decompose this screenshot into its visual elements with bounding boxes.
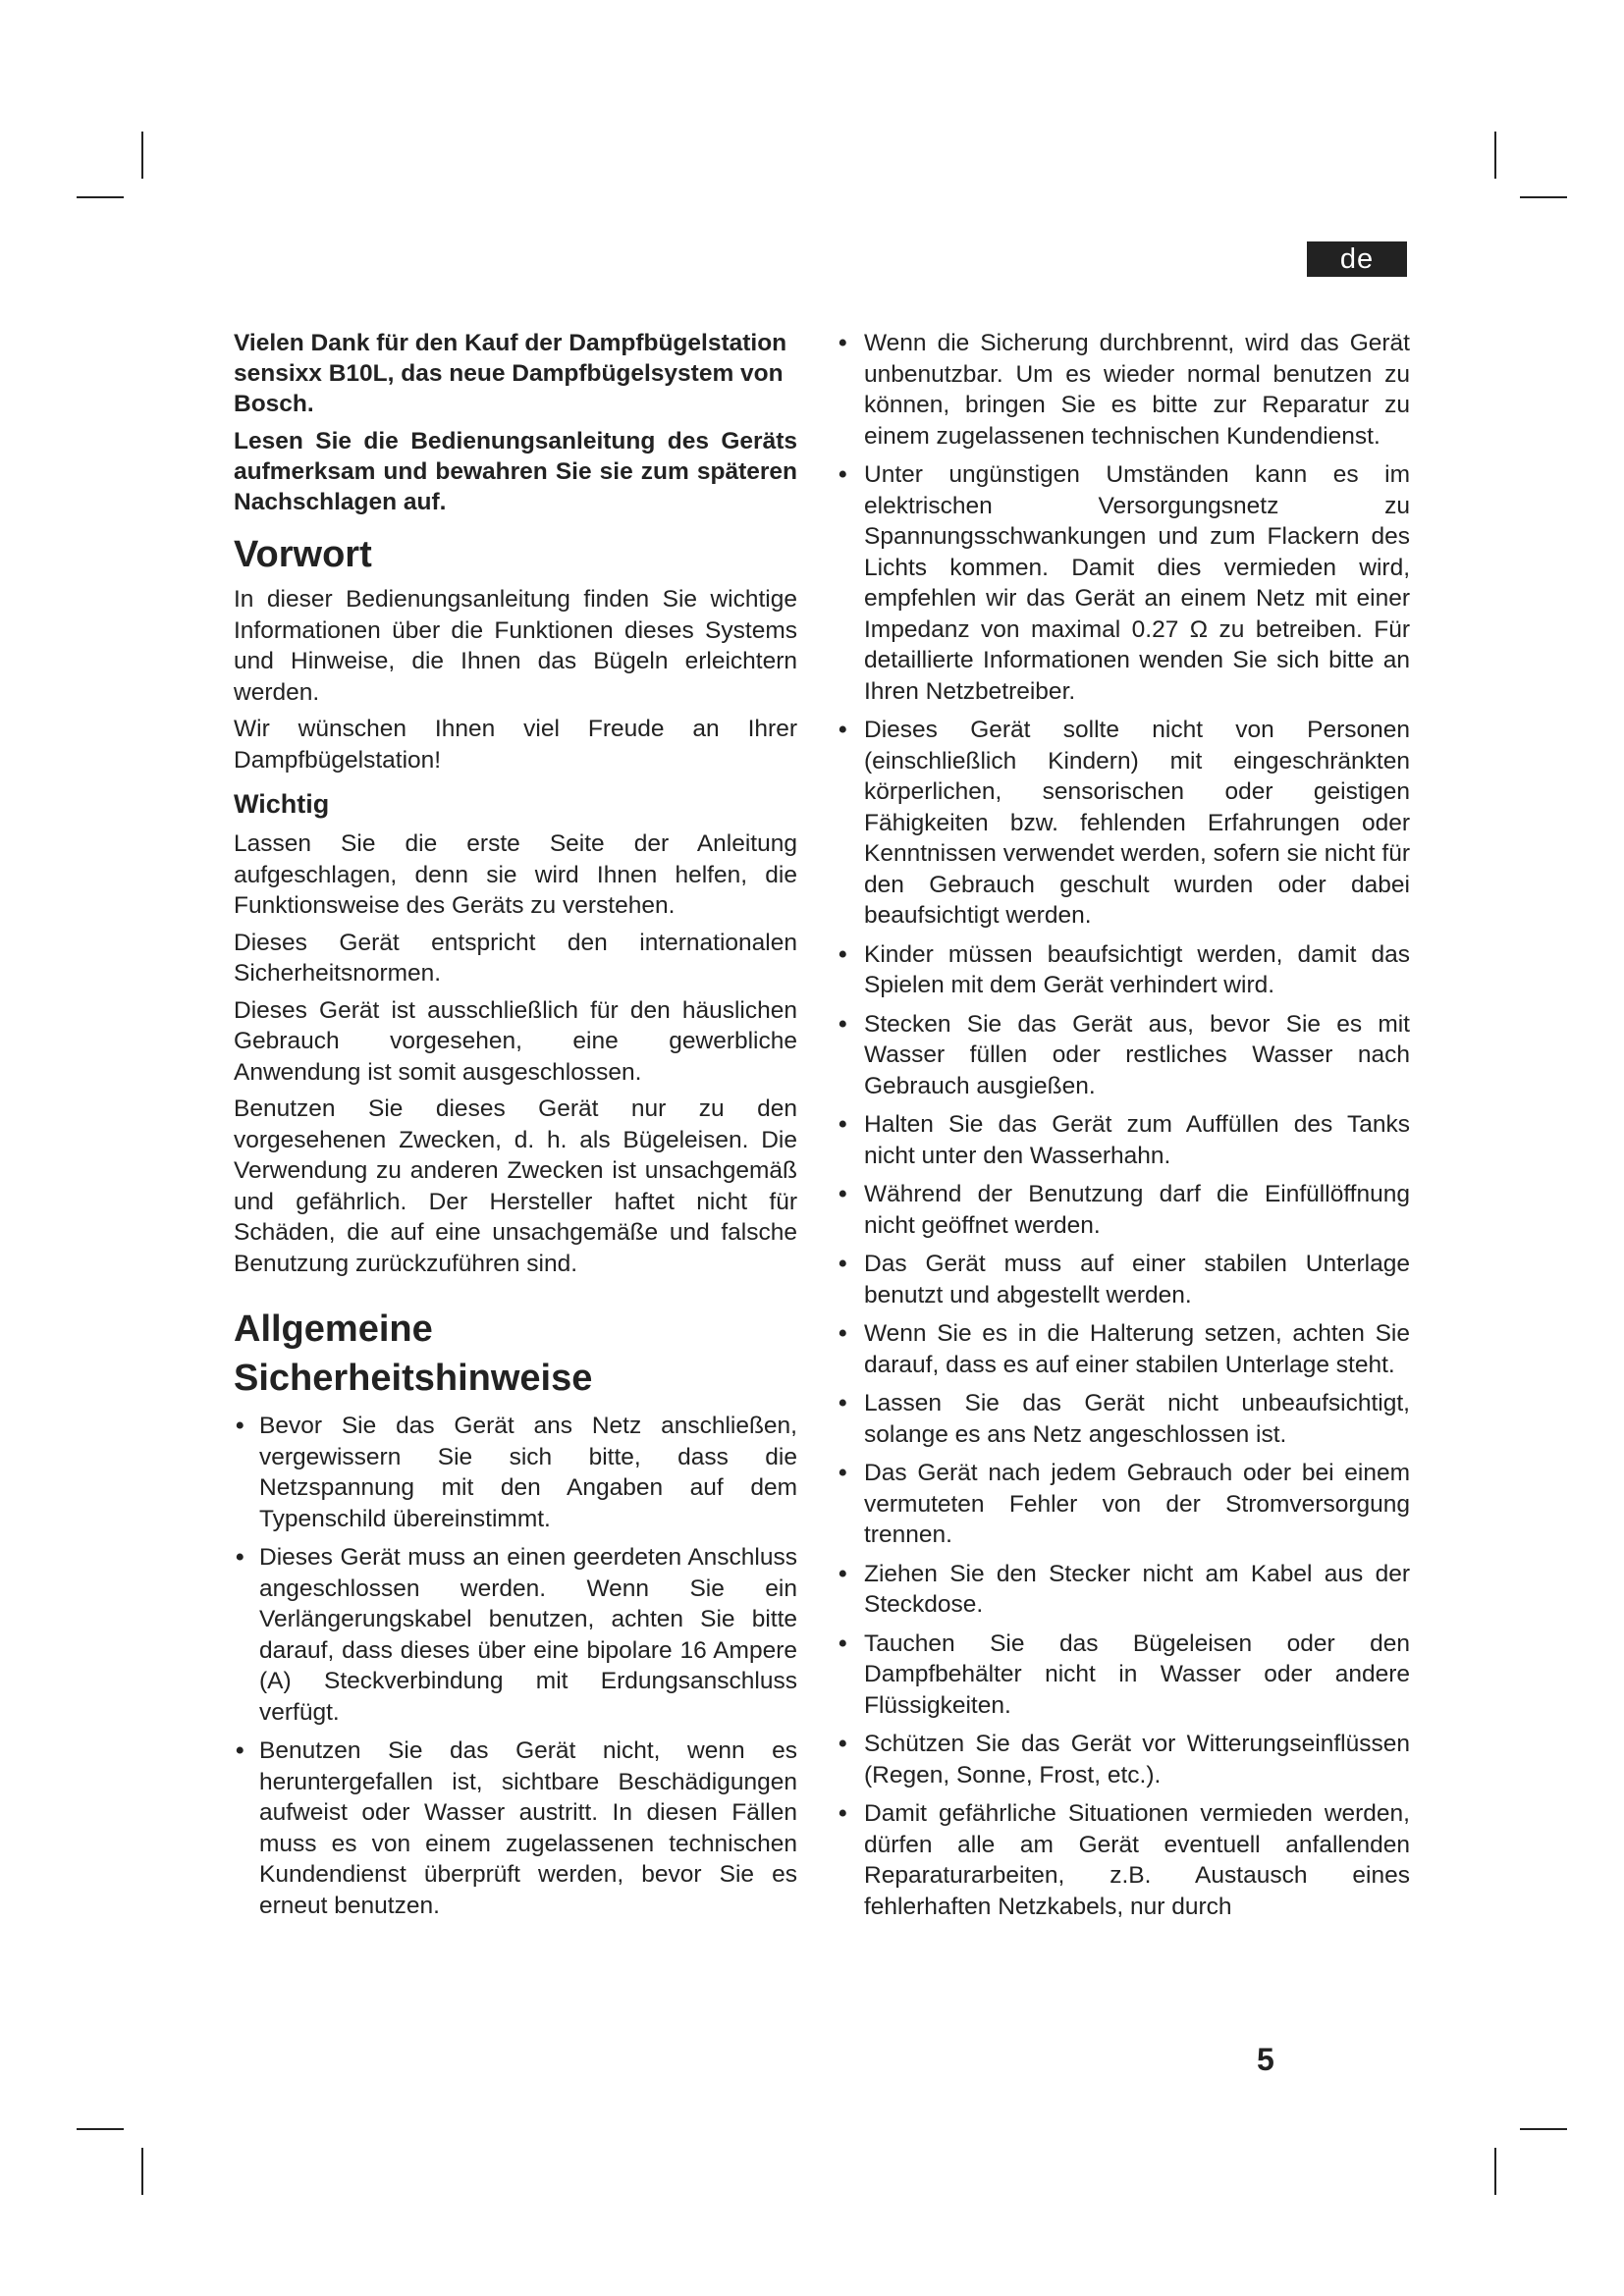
heading-wichtig: Wichtig bbox=[234, 789, 330, 819]
list-item: • Kinder müssen beaufsichtigt werden, damit das Spielen mit dem Gerät verhindert wird. bbox=[837, 939, 1410, 1001]
intro-thanks: Vielen Dank für den Kauf der Dampfbügelstation sensixx B10L, das neue Dampfbügelsystem von Bosch. bbox=[234, 330, 787, 417]
intro-read-manual: Lesen Sie die Bedienungsanleitung des Geräts aufmerksam und bewahren Sie sie zum späteren Nachschlagen auf. bbox=[234, 428, 797, 515]
safety-list-right bbox=[837, 328, 1410, 1922]
heading-safety-line1: Allgemeine bbox=[234, 1308, 433, 1350]
list-item: • Stecken Sie das Gerät aus, bevor Sie es mit Wasser füllen oder restliches Wasser nach Gebrauch ausgießen. bbox=[837, 1009, 1410, 1102]
crop-mark bbox=[1520, 2128, 1567, 2130]
heading-safety bbox=[234, 1305, 797, 1403]
left-column bbox=[234, 328, 797, 1929]
list-item: • Das Gerät nach jedem Gebrauch oder bei einem vermuteten Fehler von der Stromversorgung trennen. bbox=[837, 1458, 1410, 1551]
list-item: • Benutzen Sie das Gerät nicht, wenn es heruntergefallen ist, sichtbare Beschädigungen aufweist oder Wasser austritt. In diesen Fällen muss es von einem zugelassenen technischen Kundendienst überprüft werden, bevor Sie es erneut benutzen. bbox=[234, 1735, 797, 1921]
crop-mark bbox=[1494, 2148, 1496, 2195]
list-item: • Dieses Gerät sollte nicht von Personen (einschließlich Kindern) mit eingeschränkten körperlichen, sensorischen oder geistigen Fähigkeiten bzw. fehlenden Erfahrungen oder Kenntnissen verwendet werden, sofern sie nicht für den Gebrauch geschult wurden oder dabei beaufsichtigt werden. bbox=[837, 715, 1410, 932]
heading-vorwort: Vorwort bbox=[234, 534, 372, 575]
right-column bbox=[837, 328, 1410, 1930]
list-item: • Tauchen Sie das Bügeleisen oder den Dampfbehälter nicht in Wasser oder andere Flüssigkeiten. bbox=[837, 1629, 1410, 1722]
crop-mark bbox=[1494, 132, 1496, 179]
crop-mark bbox=[141, 132, 143, 179]
crop-mark bbox=[1520, 196, 1567, 198]
list-item: • Wenn die Sicherung durchbrennt, wird das Gerät unbenutzbar. Um es wieder normal benutzen zu können, bringen Sie es bitte zur Reparatur zu einem zugelassenen technischen Kundendienst. bbox=[837, 328, 1410, 452]
list-item: • Das Gerät muss auf einer stabilen Unterlage benutzt und abgestellt werden. bbox=[837, 1249, 1410, 1310]
vorwort-paragraph: In dieser Bedienungsanleitung finden Sie wichtige Informationen über die Funktionen dieses Systems und Hinweise, die Ihnen das Bügeln erleichtern werden. bbox=[234, 586, 797, 706]
list-item: • Dieses Gerät muss an einen geerdeten Anschluss angeschlossen werden. Wenn Sie ein Verlängerungskabel benutzen, achten Sie bitte darauf, dass dieses über eine bipolare 16 Ampere (A) Steckverbindung mit Erdungsanschluss verfügt. bbox=[234, 1542, 797, 1728]
wichtig-paragraph: Dieses Gerät entspricht den internationalen Sicherheitsnormen. bbox=[234, 929, 797, 987]
wichtig-paragraph: Benutzen Sie dieses Gerät nur zu den vorgesehenen Zwecken, d. h. als Bügeleisen. Die Verwendung zu anderen Zwecken ist unsachgemäß und gefährlich. Der Hersteller haftet nicht für Schäden, die auf eine unsachgemäße und falsche Benutzung zurückzuführen sind. bbox=[234, 1095, 797, 1277]
list-item: • Halten Sie das Gerät zum Auffüllen des Tanks nicht unter den Wasserhahn. bbox=[837, 1109, 1410, 1171]
vorwort-paragraph: Wir wünschen Ihnen viel Freude an Ihrer Dampfbügelstation! bbox=[234, 716, 797, 774]
list-item: • Schützen Sie das Gerät vor Witterungseinflüssen (Regen, Sonne, Frost, etc.). bbox=[837, 1729, 1410, 1790]
page-number: 5 bbox=[1257, 2042, 1274, 2077]
safety-list-left bbox=[234, 1411, 797, 1921]
list-item: • Unter ungünstigen Umständen kann es im elektrischen Versorgungsnetz zu Spannungsschwankungen und zum Flackern des Lichts kommen. Damit dies vermieden wird, empfehlen wir das Gerät an einem Netz mit einer Impedanz von maximal 0.27 Ω zu betreiben. Für detaillierte Informationen wenden Sie sich bitte an Ihren Netzbetreiber. bbox=[837, 459, 1410, 707]
wichtig-paragraph: Lassen Sie die erste Seite der Anleitung aufgeschlagen, denn sie wird Ihnen helfen, die Funktionsweise des Geräts zu verstehen. bbox=[234, 830, 797, 919]
list-item: • Bevor Sie das Gerät ans Netz anschließen, vergewissern Sie sich bitte, dass die Netzspannung mit den Angaben auf dem Typenschild übereinstimmt. bbox=[234, 1411, 797, 1534]
crop-mark bbox=[77, 196, 124, 198]
wichtig-paragraph: Dieses Gerät ist ausschließlich für den häuslichen Gebrauch vorgesehen, eine gewerbliche Anwendung ist somit ausgeschlossen. bbox=[234, 996, 797, 1086]
list-item: • Damit gefährliche Situationen vermieden werden, dürfen alle am Gerät eventuell anfallenden Reparaturarbeiten, z.B. Austausch eines fehlerhaften Netzkabels, nur durch bbox=[837, 1798, 1410, 1922]
list-item: • Lassen Sie das Gerät nicht unbeaufsichtigt, solange es ans Netz angeschlossen ist. bbox=[837, 1388, 1410, 1450]
heading-safety-line2: Sicherheitshinweise bbox=[234, 1358, 593, 1399]
list-item: • Während der Benutzung darf die Einfüllöffnung nicht geöffnet werden. bbox=[837, 1179, 1410, 1241]
crop-mark bbox=[141, 2148, 143, 2195]
crop-mark bbox=[77, 2128, 124, 2130]
list-item: • Wenn Sie es in die Halterung setzen, achten Sie darauf, dass es auf einer stabilen Unterlage steht. bbox=[837, 1318, 1410, 1380]
language-badge: de bbox=[1307, 241, 1407, 277]
list-item: • Ziehen Sie den Stecker nicht am Kabel aus der Steckdose. bbox=[837, 1559, 1410, 1621]
